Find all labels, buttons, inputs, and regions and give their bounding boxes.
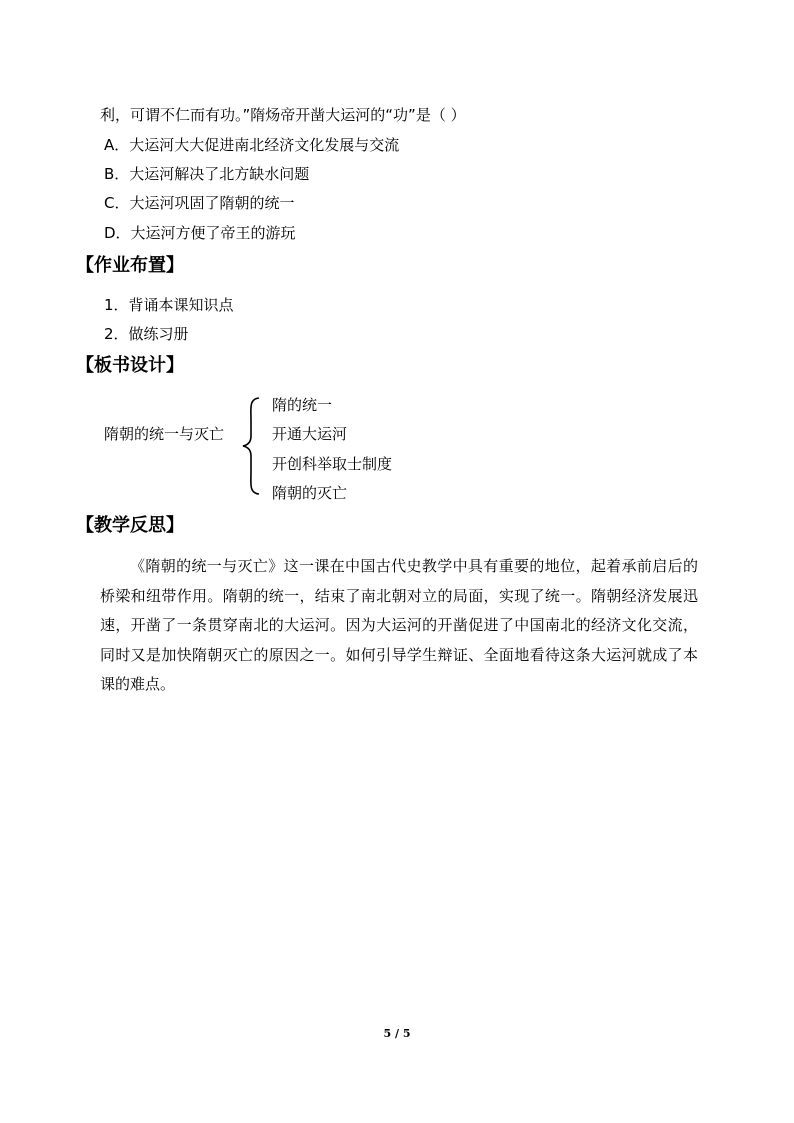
option-a: A．大运河大大促进南北经济文化发展与交流 xyxy=(104,136,400,154)
curly-brace-icon xyxy=(240,396,262,496)
board-design-root: 隋朝的统一与灭亡 xyxy=(104,425,225,443)
board-design-branch: 隋朝的灭亡 xyxy=(272,484,348,502)
homework-item: 1．背诵本课知识点 xyxy=(104,296,234,314)
option-b: B．大运河解决了北方缺水问题 xyxy=(104,165,310,183)
page-number: 5 / 5 xyxy=(383,1027,411,1040)
option-d: D．大运河方便了帝王的游玩 xyxy=(104,224,296,242)
board-design-branch: 隋的统一 xyxy=(272,396,333,414)
homework-item: 2．做练习册 xyxy=(104,325,189,343)
option-c: C．大运河巩固了隋朝的统一 xyxy=(104,194,295,212)
homework-heading: 【作业布置】 xyxy=(76,255,184,276)
reflection-paragraph: 《隋朝的统一与灭亡》这一课在中国古代史教学中具有重要的地位，起着承前启后的桥梁和纽带作用。隋朝的统一，结束了南北朝对立的局面，实现了统一。隋朝经济发展迅速，开凿了一条贯穿南北的大运河。因为大运河的开凿促进了中国南北的经济文化交流，同时又是加快隋朝灭亡的原因之一。如何引导学生辩证、全面地看待这条大运河就成了本课的难点。 xyxy=(100,557,698,693)
board-design-heading: 【板书设计】 xyxy=(76,355,184,376)
board-design-branch: 开通大运河 xyxy=(272,425,348,443)
question-stem: 利，可谓不仁而有功。”隋炀帝开凿大运河的“功”是（ ） xyxy=(100,106,466,124)
reflection-heading: 【教学反思】 xyxy=(76,515,184,536)
board-design-branch: 开创科举取士制度 xyxy=(272,455,393,473)
